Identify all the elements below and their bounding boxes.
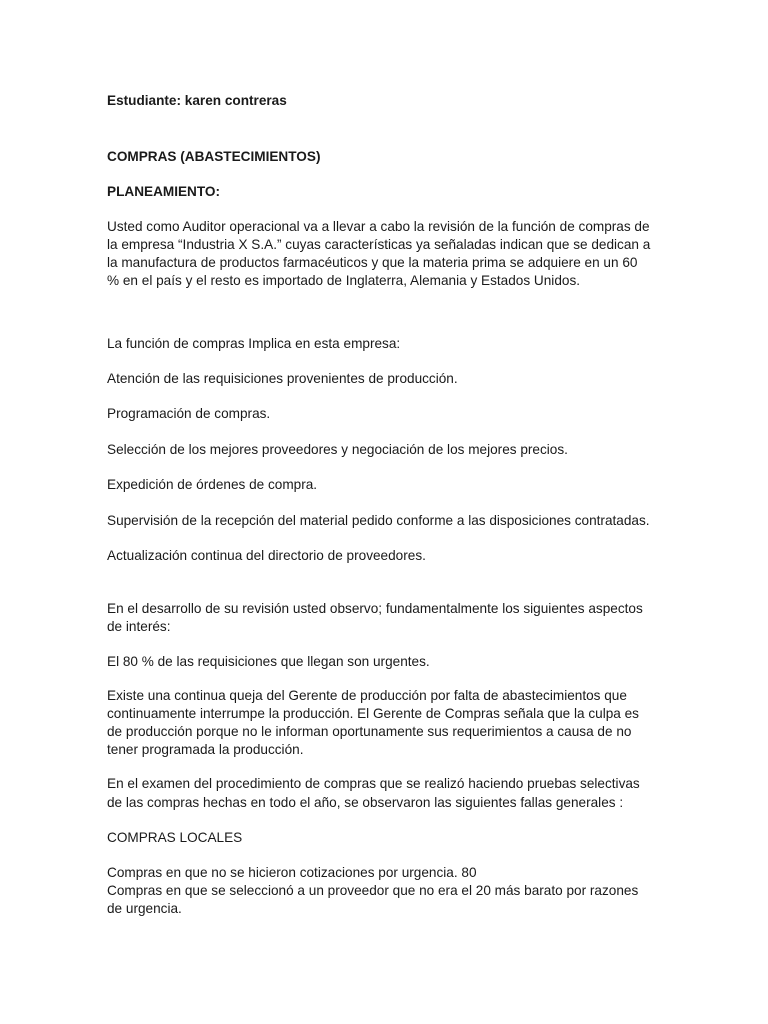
complaint-line: de producción porque no le informan oportunamente sus requerimientos a causa de no bbox=[107, 724, 632, 739]
complaint-line: continuamente interrumpe la producción. El Gerente de Compras señala que la culpa es bbox=[107, 706, 639, 721]
section-title: COMPRAS (ABASTECIMIENTOS) bbox=[107, 149, 321, 164]
function-intro: La función de compras Implica en esta empresa: bbox=[107, 336, 401, 351]
complaint-line: tener programada la producción. bbox=[107, 742, 304, 757]
local-item: de urgencia. bbox=[107, 901, 182, 916]
planning-title: PLANEAMIENTO: bbox=[107, 184, 221, 199]
review-intro-line: de interés: bbox=[107, 619, 171, 634]
intro-line: la manufactura de productos farmacéuticos y que la materia prima se adquiere en un 60 bbox=[107, 255, 638, 270]
local-title: COMPRAS LOCALES bbox=[107, 830, 243, 845]
intro-line: Usted como Auditor operacional va a llevar a cabo la revisión de la función de compras de bbox=[107, 219, 650, 234]
urgent-line: El 80 % de las requisiciones que llegan son urgentes. bbox=[107, 654, 430, 669]
function-item: Selección de los mejores proveedores y negociación de los mejores precios. bbox=[107, 442, 568, 457]
intro-line: la empresa “Industria X S.A.” cuyas características ya señaladas indican que se dedican a bbox=[107, 237, 651, 252]
function-item: Atención de las requisiciones provenientes de producción. bbox=[107, 371, 458, 386]
local-item: Compras en que se seleccionó a un proveedor que no era el 20 más barato por razones bbox=[107, 883, 639, 898]
local-item: Compras en que no se hicieron cotizaciones por urgencia. 80 bbox=[107, 865, 477, 880]
exam-line: En el examen del procedimiento de compras que se realizó haciendo pruebas selectivas bbox=[107, 776, 640, 791]
function-item: Actualización continua del directorio de proveedores. bbox=[107, 548, 426, 563]
intro-line: % en el país y el resto es importado de Inglaterra, Alemania y Estados Unidos. bbox=[107, 273, 581, 288]
complaint-line: Existe una continua queja del Gerente de producción por falta de abastecimientos que bbox=[107, 688, 627, 703]
student-line: Estudiante: karen contreras bbox=[107, 93, 287, 108]
function-item: Supervisión de la recepción del material pedido conforme a las disposiciones contratadas. bbox=[107, 513, 650, 528]
exam-line: de las compras hechas en todo el año, se observaron las siguientes fallas generales : bbox=[107, 795, 624, 810]
review-intro-line: En el desarrollo de su revisión usted observo; fundamentalmente los siguientes aspectos bbox=[107, 601, 643, 616]
function-item: Programación de compras. bbox=[107, 406, 271, 421]
function-item: Expedición de órdenes de compra. bbox=[107, 477, 318, 492]
